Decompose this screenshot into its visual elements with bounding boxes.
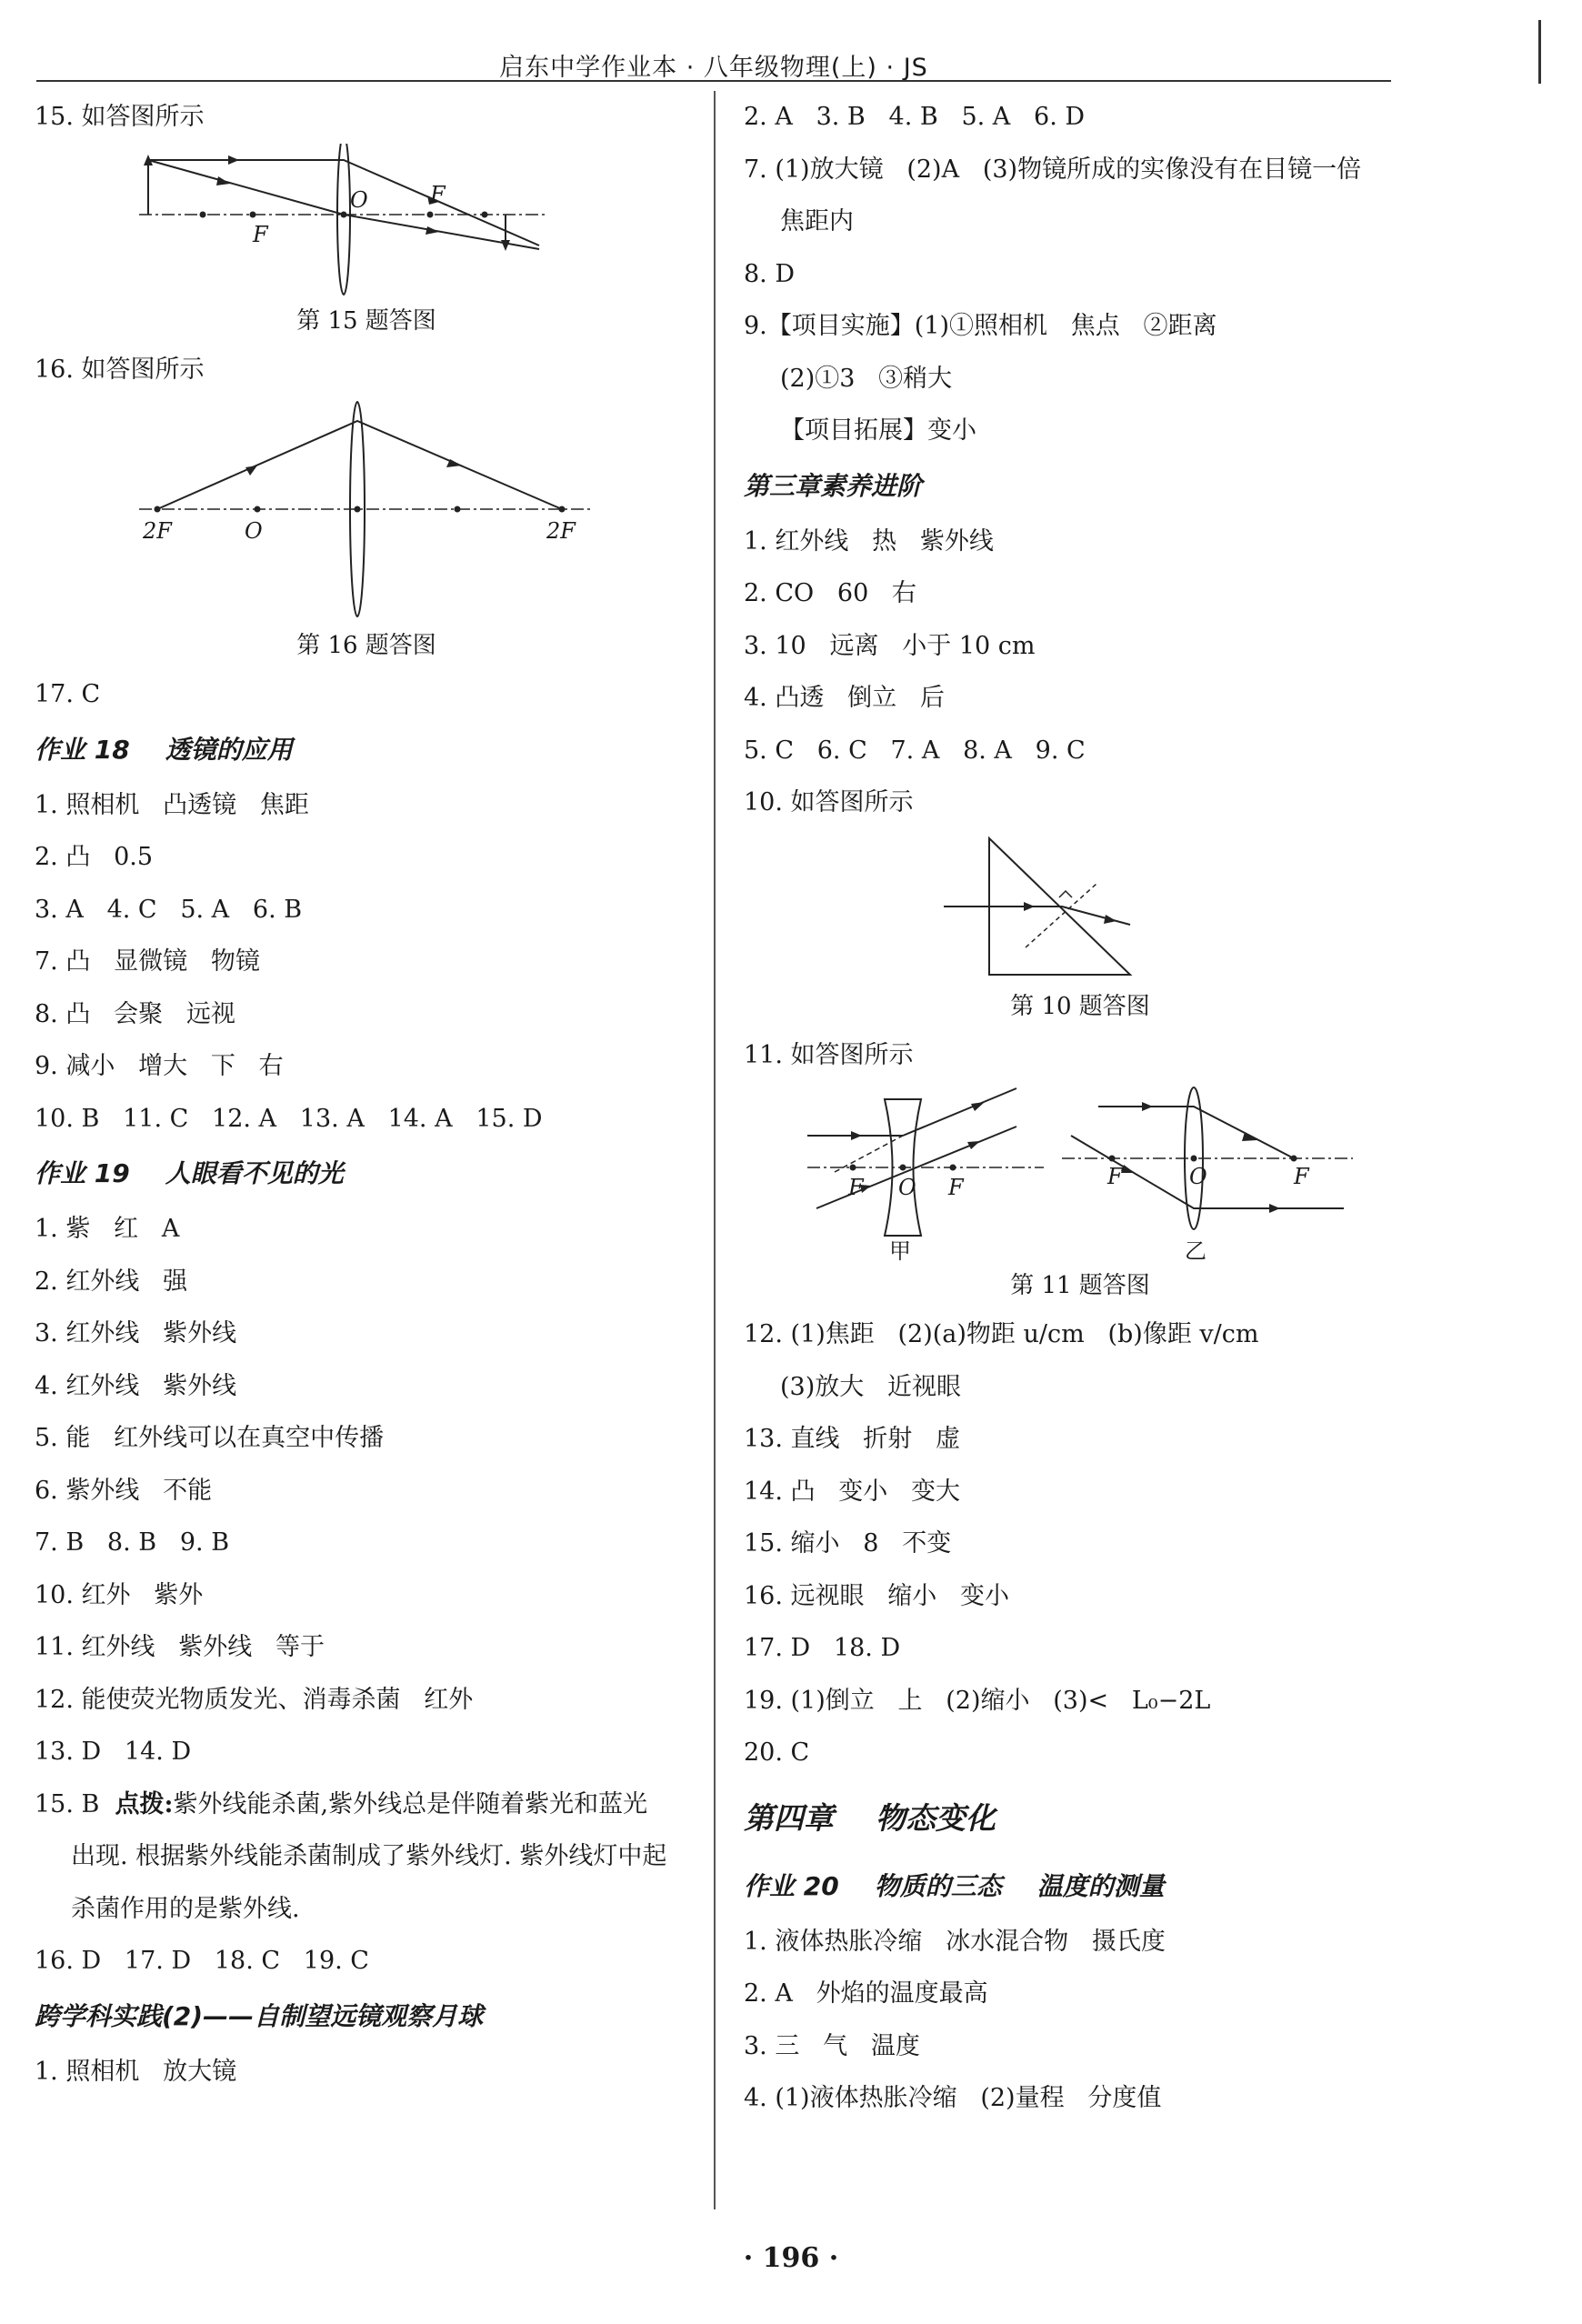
2f-label: 2F	[546, 518, 576, 544]
answer-line: 1. 照相机 凸透镜 焦距	[35, 790, 309, 819]
answer-line: 焦距内	[780, 207, 854, 235]
answer-line-tip	[35, 1778, 698, 1831]
answer-line: 【项目拓展】变小	[780, 416, 976, 445]
prism-diagram-10	[935, 829, 1226, 984]
focal-label: F	[1107, 1164, 1123, 1189]
answer-line: 15. 如答图所示	[35, 103, 205, 131]
answer-line: 16. 如答图所示	[35, 355, 205, 384]
answer-line: 20. C	[744, 1738, 810, 1767]
answer-line: 17. D 18. D	[744, 1634, 901, 1662]
answer-line: 8. 凸 会聚 远视	[35, 999, 235, 1028]
answer-line: 7. (1)放大镜 (2)A (3)物镜所成的实像没有在目镜一倍	[744, 155, 1362, 184]
answer-line: 3. 10 远离 小于 10 cm	[744, 631, 1036, 660]
figure-caption: 第 16 题答图	[296, 632, 436, 659]
answer-line: 杀菌作用的是紫外线.	[71, 1894, 300, 1923]
lens-diagram-11	[798, 1081, 1362, 1263]
answer-line: 3. 红外线 紫外线	[35, 1319, 237, 1347]
chapter-title: 第四章 物态变化	[744, 1799, 996, 1836]
answer-line: (2)①3 ③稍大	[780, 364, 953, 393]
answer-line: 3. 三 气 温度	[744, 2031, 920, 2060]
answer-line: 6. 紫外线 不能	[35, 1476, 213, 1505]
top-edge-rule	[1538, 20, 1541, 84]
answer-line: 5. 能 红外线可以在真空中传播	[35, 1424, 385, 1452]
answer-line: 7. B 8. B 9. B	[35, 1528, 230, 1557]
answer-line: 15. 缩小 8 不变	[744, 1529, 952, 1558]
column-divider	[714, 91, 716, 2209]
answer-line: 2. A 外焰的温度最高	[744, 1979, 988, 2008]
section-title: 作业 20 物质的三态 温度的测量	[744, 1870, 1165, 1901]
answer-line: 10. 红外 紫外	[35, 1580, 204, 1609]
answer-line: 12. 能使荧光物质发光、消毒杀菌 红外	[35, 1685, 474, 1714]
focal-label: F	[1294, 1164, 1309, 1189]
answer-line: 1. 红外线 热 紫外线	[744, 526, 994, 556]
center-label: O	[350, 186, 368, 213]
center-label: O	[245, 518, 263, 544]
answer-line: 2. 凸 0.5	[35, 843, 154, 871]
answer-line: 11. 红外线 紫外线 等于	[35, 1633, 325, 1661]
answer-line: 12. (1)焦距 (2)(a)物距 u/cm (b)像距 v/cm	[744, 1320, 1259, 1348]
figure-label-yi: 乙	[1185, 1238, 1207, 1263]
answer-line: 7. 凸 显微镜 物镜	[35, 947, 260, 976]
2f-label: 2F	[143, 518, 172, 544]
tip-text: 紫外线能杀菌,紫外线总是伴随着紫光和蓝光	[173, 1789, 648, 1818]
tip-label: 点拨:	[115, 1789, 174, 1818]
answer-text: 15. B	[35, 1789, 115, 1818]
answer-line: 2. 红外线 强	[35, 1267, 188, 1296]
section-title: 作业 19 人眼看不见的光	[35, 1158, 344, 1188]
center-label: O	[1189, 1164, 1207, 1189]
lens-diagram-16	[130, 396, 603, 623]
figure-caption: 第 10 题答图	[1010, 992, 1150, 1020]
answer-line: 16. 远视眼 缩小 变小	[744, 1581, 1010, 1610]
answer-line: 10. B 11. C 12. A 13. A 14. A 15. D	[35, 1104, 543, 1133]
answer-line: 19. (1)倒立 上 (2)缩小 (3)< L₀−2L	[744, 1686, 1211, 1715]
answer-line: 4. 红外线 紫外线	[35, 1371, 237, 1400]
section-title: 第三章素养进阶	[744, 470, 923, 501]
figure-caption: 第 11 题答图	[1010, 1272, 1150, 1299]
answer-line: 1. 照相机 放大镜	[35, 2057, 237, 2086]
answer-line: 出现. 根据紫外线能杀菌制成了紫外线灯. 紫外线灯中起	[71, 1842, 667, 1870]
answer-line: 1. 紫 红 A	[35, 1215, 180, 1243]
page-header: 启东中学作业本 · 八年级物理(上) · JS	[499, 54, 928, 82]
focal-label: F	[848, 1175, 864, 1200]
center-label: O	[898, 1175, 916, 1200]
answer-line: (3)放大 近视眼	[780, 1372, 961, 1401]
answer-line: 10. 如答图所示	[744, 788, 914, 816]
answer-line: 2. CO 60 右	[744, 579, 916, 607]
answer-line: 4. (1)液体热胀冷缩 (2)量程 分度值	[744, 2084, 1162, 2112]
answer-line: 1. 液体热胀冷缩 冰水混合物 摄氏度	[744, 1927, 1166, 1956]
lens-diagram-15	[130, 144, 603, 298]
left-column	[35, 91, 698, 2098]
answer-line: 9. 减小 增大 下 右	[35, 1052, 284, 1080]
focal-label: F	[948, 1175, 964, 1200]
answer-line: 2. A 3. B 4. B 5. A 6. D	[744, 103, 1086, 131]
figure-caption: 第 15 题答图	[296, 306, 436, 335]
answer-line: 17. C	[35, 680, 101, 708]
answer-line: 3. A 4. C 5. A 6. B	[35, 895, 303, 924]
answer-line: 13. 直线 折射 虚	[744, 1425, 961, 1453]
answer-line: 11. 如答图所示	[744, 1040, 914, 1069]
header-rule	[36, 80, 1391, 82]
section-title: 作业 18 透镜的应用	[35, 734, 293, 765]
right-column	[744, 91, 1417, 2125]
focal-label: F	[253, 221, 268, 247]
answer-line: 14. 凸 变小 变大	[744, 1477, 961, 1506]
section-title: 跨学科实践(2)——自制望远镜观察月球	[35, 2000, 484, 2031]
focal-label: F	[430, 181, 446, 207]
answer-line: 16. D 17. D 18. C 19. C	[35, 1947, 369, 1975]
page-number: · 196 ·	[743, 2242, 839, 2274]
answer-line: 9.【项目实施】(1)①照相机 焦点 ②距离	[744, 312, 1217, 340]
answer-line: 13. D 14. D	[35, 1738, 192, 1766]
answer-line: 8. D	[744, 259, 795, 288]
answer-line: 4. 凸透 倒立 后	[744, 684, 945, 712]
answer-line: 5. C 6. C 7. A 8. A 9. C	[744, 736, 1086, 765]
figure-label-jia: 甲	[889, 1238, 911, 1263]
